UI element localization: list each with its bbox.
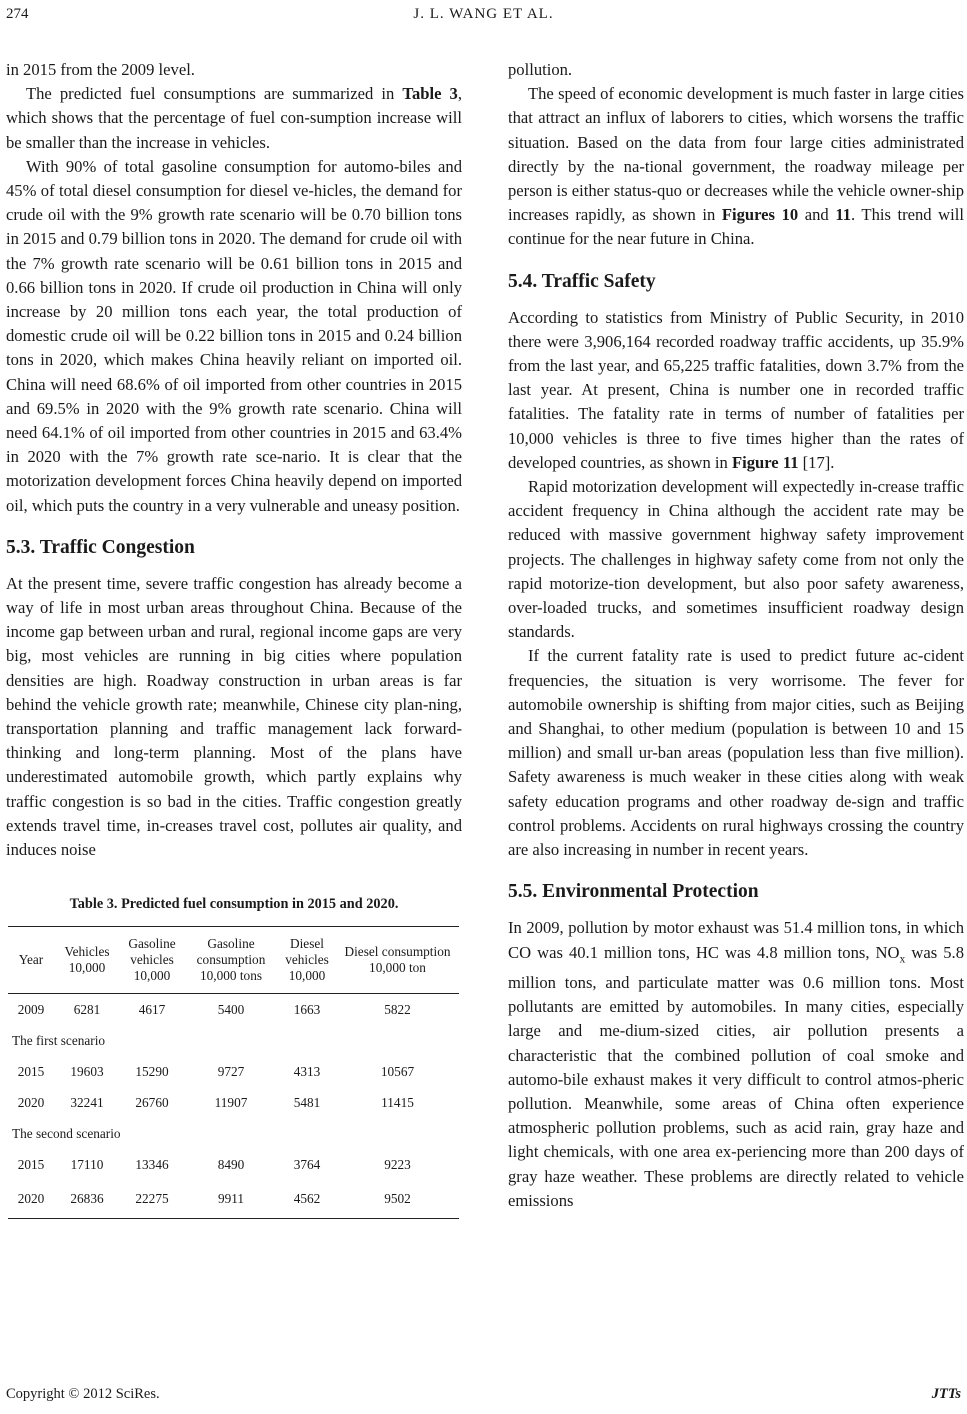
table-row (8, 1087, 459, 1118)
table-cell: 19603 (70, 1063, 104, 1079)
paragraph: pollution. (508, 60, 573, 79)
table-row (8, 994, 459, 1026)
column-header: Gasoline vehicles 10,000 (128, 936, 176, 984)
table-cell: 11907 (214, 1094, 248, 1110)
table-cell: 4617 (138, 1001, 166, 1017)
table-cell: 9911 (217, 1191, 245, 1207)
table-cell: 9727 (217, 1063, 245, 1079)
section-heading-5-5: 5.5. Environmental Protection (508, 881, 759, 903)
table-cell: 11415 (381, 1094, 414, 1110)
table-cell: 17110 (70, 1156, 104, 1172)
right-column (508, 58, 964, 1213)
table-cell: 13346 (135, 1156, 169, 1172)
table-cell: 4313 (293, 1063, 321, 1079)
subscript-x: x (899, 951, 906, 965)
table-caption: Table 3. Predicted fuel consumption in 2015 and 2020. (69, 896, 399, 913)
paragraph: Rapid motorization development will expectedly in-crease traffic accident frequency in China although the accident rate may be reduced with massive government highway safety improvement projects. The challenges in highway safety come from not only the rapid motorize-tion development, but also poor safety awareness, over-loaded trucks, and sometimes insufficient roadway design standards. (508, 477, 964, 642)
scenario-label-row (8, 1025, 459, 1056)
fuel-consumption-table (8, 926, 459, 1219)
table-header-row (8, 927, 459, 994)
table-cell: 32241 (70, 1094, 104, 1110)
table-cell: 8490 (217, 1156, 245, 1172)
section-heading-5-4: 5.4. Traffic Safety (508, 270, 656, 292)
paragraph: In 2009, pollution by motor exhaust was 51.4 million tons, in which CO was 40.1 million tons, HC was 4.8 million tons, $NO_x$ was 5.8 million tons, and particulate matter was 0.6 million tons. Most pollutants are emitted by automobiles. In many cities, especially large and me-dium-sized cities, air pollution presents a characteristic that the combined pollution of coal smoke and automo-bile exhaust makes it very difficult to control atmos-pheric pollution. Meanwhile, some areas of China often experience atmospheric pollution problems, such as acid rain, gray haze and light chemicals, with one area ex-periencing more than 200 days of gray haze weather. These problems are directly related to vehicle emissions (508, 918, 964, 1210)
figure-reference[interactable]: Figure 11 (731, 452, 799, 472)
table-row (8, 1056, 459, 1087)
figure-reference[interactable]: 11 (835, 205, 851, 225)
scenario-label: The second scenario (12, 1125, 121, 1141)
column-header: Diesel consumption 10,000 ton (344, 944, 451, 976)
column-header: Diesel vehicles 10,000 (285, 936, 329, 984)
paragraph: With 90% of total gasoline consumption for automo-biles and 45% of total diesel consumption for diesel ve-hicles, the demand for crude oil with the 9% growth rate scenario will be 0.70 billion tons in 2015 and 0.79 billion tons in 2020. The demand for crude oil with the 7% growth rate scenario will be 0.61 billion tons in 2015 and 0.66 billion tons in 2020. If crude oil production in China will only increase by 20 million tons each year, the total production of domestic crude oil will be 0.22 billion tons in 2015 and 0.24 billion tons in 2020, which makes China heavily reliant on imported oil. China will need 68.6% of oil imported from other countries in 2015 and 69.5% in 2020 with the 9% growth rate scenario. China will need 64.1% of oil imported from other countries in 2015 and 63.4% in 2020 with the 7% growth rate sce-nario. It is clear that the motorization development forces China heavily depend on imported oil, which puts the country in a very vulnerable and uneasy position. (6, 156, 462, 515)
column-header: Year (18, 952, 44, 968)
table-row (8, 1180, 459, 1219)
copyright-notice: Copyright © 2012 SciRes. (6, 1386, 160, 1402)
journal-abbreviation: JTTs (931, 1386, 961, 1402)
table-cell: 2015 (17, 1063, 45, 1079)
page-header (0, 6, 967, 30)
paragraph: The speed of economic development is much faster in large cities that attract an influx of laborers to cities, which worsens the traffic situation. Based on the data from four large cities administrated directly by the na-tional government, the roadway mileage per person is either status-quo or decreases while the vehicle owner-ship increases rapidly, as shown in Figures 10 and 11. This trend will continue for the near future in China. (508, 84, 964, 249)
left-column (6, 58, 462, 1219)
table-cell: 26836 (70, 1191, 104, 1207)
table-cell: 1663 (293, 1001, 321, 1017)
table-cell: 2020 (17, 1191, 45, 1207)
paragraph: At the present time, severe traffic congestion has already become a way of life in most urban areas throughout China. Because of the income gap between urban and rural, regional income gaps are very big, most vehicles are running in big cities where population densities are high. Roadway construction in urban areas is far behind the vehicle growth rate; meanwhile, Chinese city plan-ning, transportation planning and traffic management lack forward-thinking and long-term planning. Most of the plans have underestimated automobile growth, which partly explains why traffic congestion is so bad in the cities. Traffic congestion greatly extends travel time, in-creases travel cost, pollutes air quality, and induces noise (6, 573, 462, 860)
table-cell: 2015 (17, 1156, 45, 1172)
table-cell: 15290 (135, 1063, 169, 1079)
table-cell: 5400 (217, 1001, 245, 1017)
scenario-label-row (8, 1118, 459, 1149)
section-heading-5-3: 5.3. Traffic Congestion (6, 536, 195, 558)
table-cell: 5822 (384, 1001, 411, 1017)
table-cell: 9502 (384, 1191, 411, 1207)
page-number: 274 (6, 6, 29, 22)
table-cell: 2020 (17, 1094, 45, 1110)
table-cell: 26760 (135, 1094, 169, 1110)
column-header: Gasoline consumption 10,000 tons (196, 936, 266, 984)
table-cell: 6281 (73, 1001, 101, 1017)
paragraph: According to statistics from Ministry of Public Security, in 2010 there were 3,906,164 recorded roadway traffic accidents, up 35.9% from the last year, and 65,225 traffic fatalities, down 3.7% from the last year. At present, China is number one in recorded traffic fatalities. The fatality rate in terms of number of fatalities per 10,000 vehicles is three to five times higher than the rates of developed countries, as shown in Figure 11 [17]. (508, 307, 964, 472)
running-head: J. L. WANG ET AL. (413, 6, 554, 22)
table-cell: 4562 (293, 1191, 321, 1207)
scenario-label: The first scenario (12, 1032, 106, 1048)
column-header: Vehicles 10,000 (64, 944, 110, 976)
paragraph: in 2015 from the 2009 level. (6, 60, 195, 79)
table-cell: 22275 (135, 1191, 169, 1207)
paragraph: The predicted fuel consumptions are summarized in Table 3, which shows that the percentage of fuel con-sumption increase will be smaller than the increase in vehicles. (6, 84, 462, 152)
table-reference[interactable]: Table 3 (402, 84, 458, 104)
figure-reference[interactable]: Figures 10 (721, 205, 799, 225)
table-cell: 5481 (293, 1094, 321, 1110)
table-cell: 3764 (293, 1156, 321, 1172)
table-row (8, 1149, 459, 1180)
table-cell: 10567 (380, 1063, 415, 1079)
paragraph: If the current fatality rate is used to predict future ac-cident frequencies, the situation is very worrisome. The fever for automobile ownership is shifting from major cities, such as Beijing and Shanghai, to other medium (population is between 10 and 15 million) and small ur-ban areas (population less than five million). Safety awareness is much weaker in these cities along with weak safety education programs and other roadway de-sign and traffic control problems. Accidents on rural highways crossing the country are also increasing in number in recent years. (508, 646, 964, 860)
table-cell: 9223 (384, 1156, 411, 1172)
table-cell: 2009 (17, 1001, 45, 1017)
